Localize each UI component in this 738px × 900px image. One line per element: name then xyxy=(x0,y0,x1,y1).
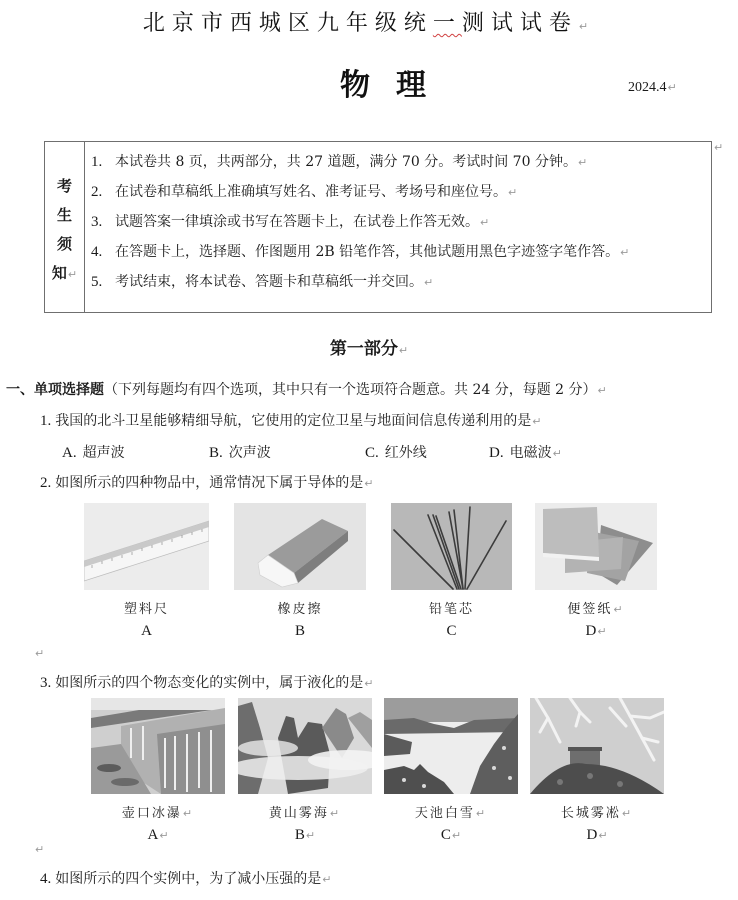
figure-great-wall-rime xyxy=(530,698,664,844)
question-4: 4. 如图所示的四个实例中，为了减小压强的是↵ xyxy=(40,871,332,887)
figure-caption: 黄山雾海↵ xyxy=(268,806,342,821)
figure-caption: 壶口冰瀑↵ xyxy=(121,806,195,821)
question-2: 2. 如图所示的四种物品中，通常情况下属于导体的是↵ xyxy=(40,475,374,491)
figure-sticky-notes xyxy=(535,503,657,640)
figure-caption: 塑料尺 xyxy=(123,602,169,617)
huangshan-sea-of-fog-image xyxy=(238,698,372,794)
figure-label: D↵ xyxy=(586,827,608,843)
figure-hukou-ice-waterfall xyxy=(91,698,225,844)
paragraph-mark-icon: ↵ xyxy=(329,807,342,820)
paragraph-mark-icon: ↵ xyxy=(322,873,332,886)
notice-list xyxy=(85,142,711,312)
paragraph-mark-icon: ↵ xyxy=(714,141,724,154)
option-b: B. 次声波 xyxy=(209,445,271,461)
figure-label: D↵ xyxy=(585,623,607,639)
paragraph-mark-icon: ↵ xyxy=(35,647,45,660)
option-c: C. 红外线 xyxy=(365,445,427,461)
paragraph-mark-icon: ↵ xyxy=(305,829,316,842)
exam-date-text: 2024.4 xyxy=(628,80,667,95)
pencil-leads-image xyxy=(391,503,512,590)
paragraph-mark-icon: ↵ xyxy=(35,843,45,856)
figure-pencil-leads xyxy=(391,503,512,640)
paragraph-mark-icon: ↵ xyxy=(578,20,596,33)
exam-title xyxy=(0,6,738,37)
figure-huangshan-sea-of-fog xyxy=(238,698,372,844)
figure-caption: 橡皮擦 xyxy=(277,602,323,617)
exam-title-part1: 北京市西城区九年级统 xyxy=(142,11,433,36)
option-d: D. 电磁波↵ xyxy=(489,445,562,461)
notice-item: 3. 试题答案一律填涂或书写在答题卡上，在试卷上作答无效。↵ xyxy=(91,214,490,230)
section-label: 一、单项选择题 xyxy=(6,382,104,398)
paragraph-mark-icon: ↵ xyxy=(182,807,195,820)
paragraph-mark-icon: ↵ xyxy=(597,625,607,638)
figure-caption: 长城雾凇↵ xyxy=(560,806,634,821)
figure-label: B xyxy=(294,623,305,639)
paragraph-mark-icon: ↵ xyxy=(480,216,490,229)
candidate-notice-table xyxy=(44,141,712,313)
notice-item: 2. 在试卷和草稿纸上准确填写姓名、准考证号、考场号和座位号。↵ xyxy=(91,184,518,200)
figure-caption: 天池白雪↵ xyxy=(414,806,488,821)
question-1: 1. 我国的北斗卫星能够精细导航，它使用的定位卫星与地面间信息传递利用的是↵ xyxy=(40,413,542,429)
notice-heading-char: 须 xyxy=(56,235,72,253)
paragraph-mark-icon: ↵ xyxy=(532,415,542,428)
paragraph-mark-icon: ↵ xyxy=(577,156,588,169)
part-title: 第一部分↵ xyxy=(329,339,409,359)
paragraph-mark-icon: ↵ xyxy=(598,829,608,842)
notice-item: 1. 本试卷共 8 页，共两部分，共 27 道题，满分 70 分。考试时间 70 分钟。↵ xyxy=(91,154,588,170)
figure-eraser xyxy=(234,503,366,640)
figure-plastic-ruler xyxy=(84,503,209,640)
sticky-notes-image xyxy=(535,503,657,590)
paragraph-mark-icon: ↵ xyxy=(424,276,434,289)
notice-item: 5. 考试结束，将本试卷、答题卡和草稿纸一并交回。↵ xyxy=(91,274,434,290)
paragraph-mark-icon: ↵ xyxy=(159,829,169,842)
section-note: （下列每题均有四个选项，其中只有一个选项符合题意。共 24 分，每题 2 分） xyxy=(104,382,597,398)
paragraph-mark-icon: ↵ xyxy=(364,477,374,490)
figure-caption: 铅笔芯 xyxy=(428,602,474,617)
section-heading xyxy=(6,379,607,399)
paragraph-mark-icon: ↵ xyxy=(621,807,634,820)
paragraph-mark-icon: ↵ xyxy=(613,603,625,616)
exam-title-part2: 测试试卷 xyxy=(461,11,578,36)
paragraph-mark-icon: ↵ xyxy=(475,807,488,820)
question-1-options xyxy=(62,442,662,462)
figure-label: C↵ xyxy=(440,827,462,843)
paragraph-mark-icon: ↵ xyxy=(552,447,562,460)
spellcheck-squiggle-word: 一 xyxy=(432,11,462,36)
paragraph-mark-icon: ↵ xyxy=(398,344,409,357)
paragraph-mark-icon: ↵ xyxy=(667,81,677,94)
figure-label: C xyxy=(446,623,457,639)
eraser-image xyxy=(234,503,366,590)
subject-title: 物理 xyxy=(340,68,452,103)
tianchi-white-snow-image xyxy=(384,698,518,794)
figure-label: A↵ xyxy=(147,827,169,843)
notice-heading-char: 知↵ xyxy=(51,264,78,282)
great-wall-rime-image xyxy=(530,698,664,794)
notice-item: 4. 在答题卡上，选择题、作图题用 2B 铅笔作答，其他试题用黑色字迹签字笔作答。↵ xyxy=(91,244,630,260)
exam-date xyxy=(628,80,677,96)
paragraph-mark-icon: ↵ xyxy=(597,384,607,397)
paragraph-mark-icon: ↵ xyxy=(451,829,462,842)
paragraph-mark-icon: ↵ xyxy=(67,268,78,281)
figure-caption: 便签纸↵ xyxy=(567,602,625,617)
plastic-ruler-image xyxy=(84,503,209,590)
figure-label: B↵ xyxy=(294,827,316,843)
notice-heading-char: 考 xyxy=(56,177,72,195)
notice-heading-char: 生 xyxy=(56,206,72,224)
figure-tianchi-white-snow xyxy=(384,698,518,844)
paragraph-mark-icon: ↵ xyxy=(620,246,630,259)
question-3: 3. 如图所示的四个物态变化的实例中，属于液化的是↵ xyxy=(40,675,374,691)
notice-heading xyxy=(45,142,85,312)
figure-label: A xyxy=(141,623,152,639)
hukou-ice-waterfall-image xyxy=(91,698,225,794)
option-a: A. 超声波 xyxy=(62,445,125,461)
paragraph-mark-icon: ↵ xyxy=(364,677,374,690)
paragraph-mark-icon: ↵ xyxy=(508,186,518,199)
